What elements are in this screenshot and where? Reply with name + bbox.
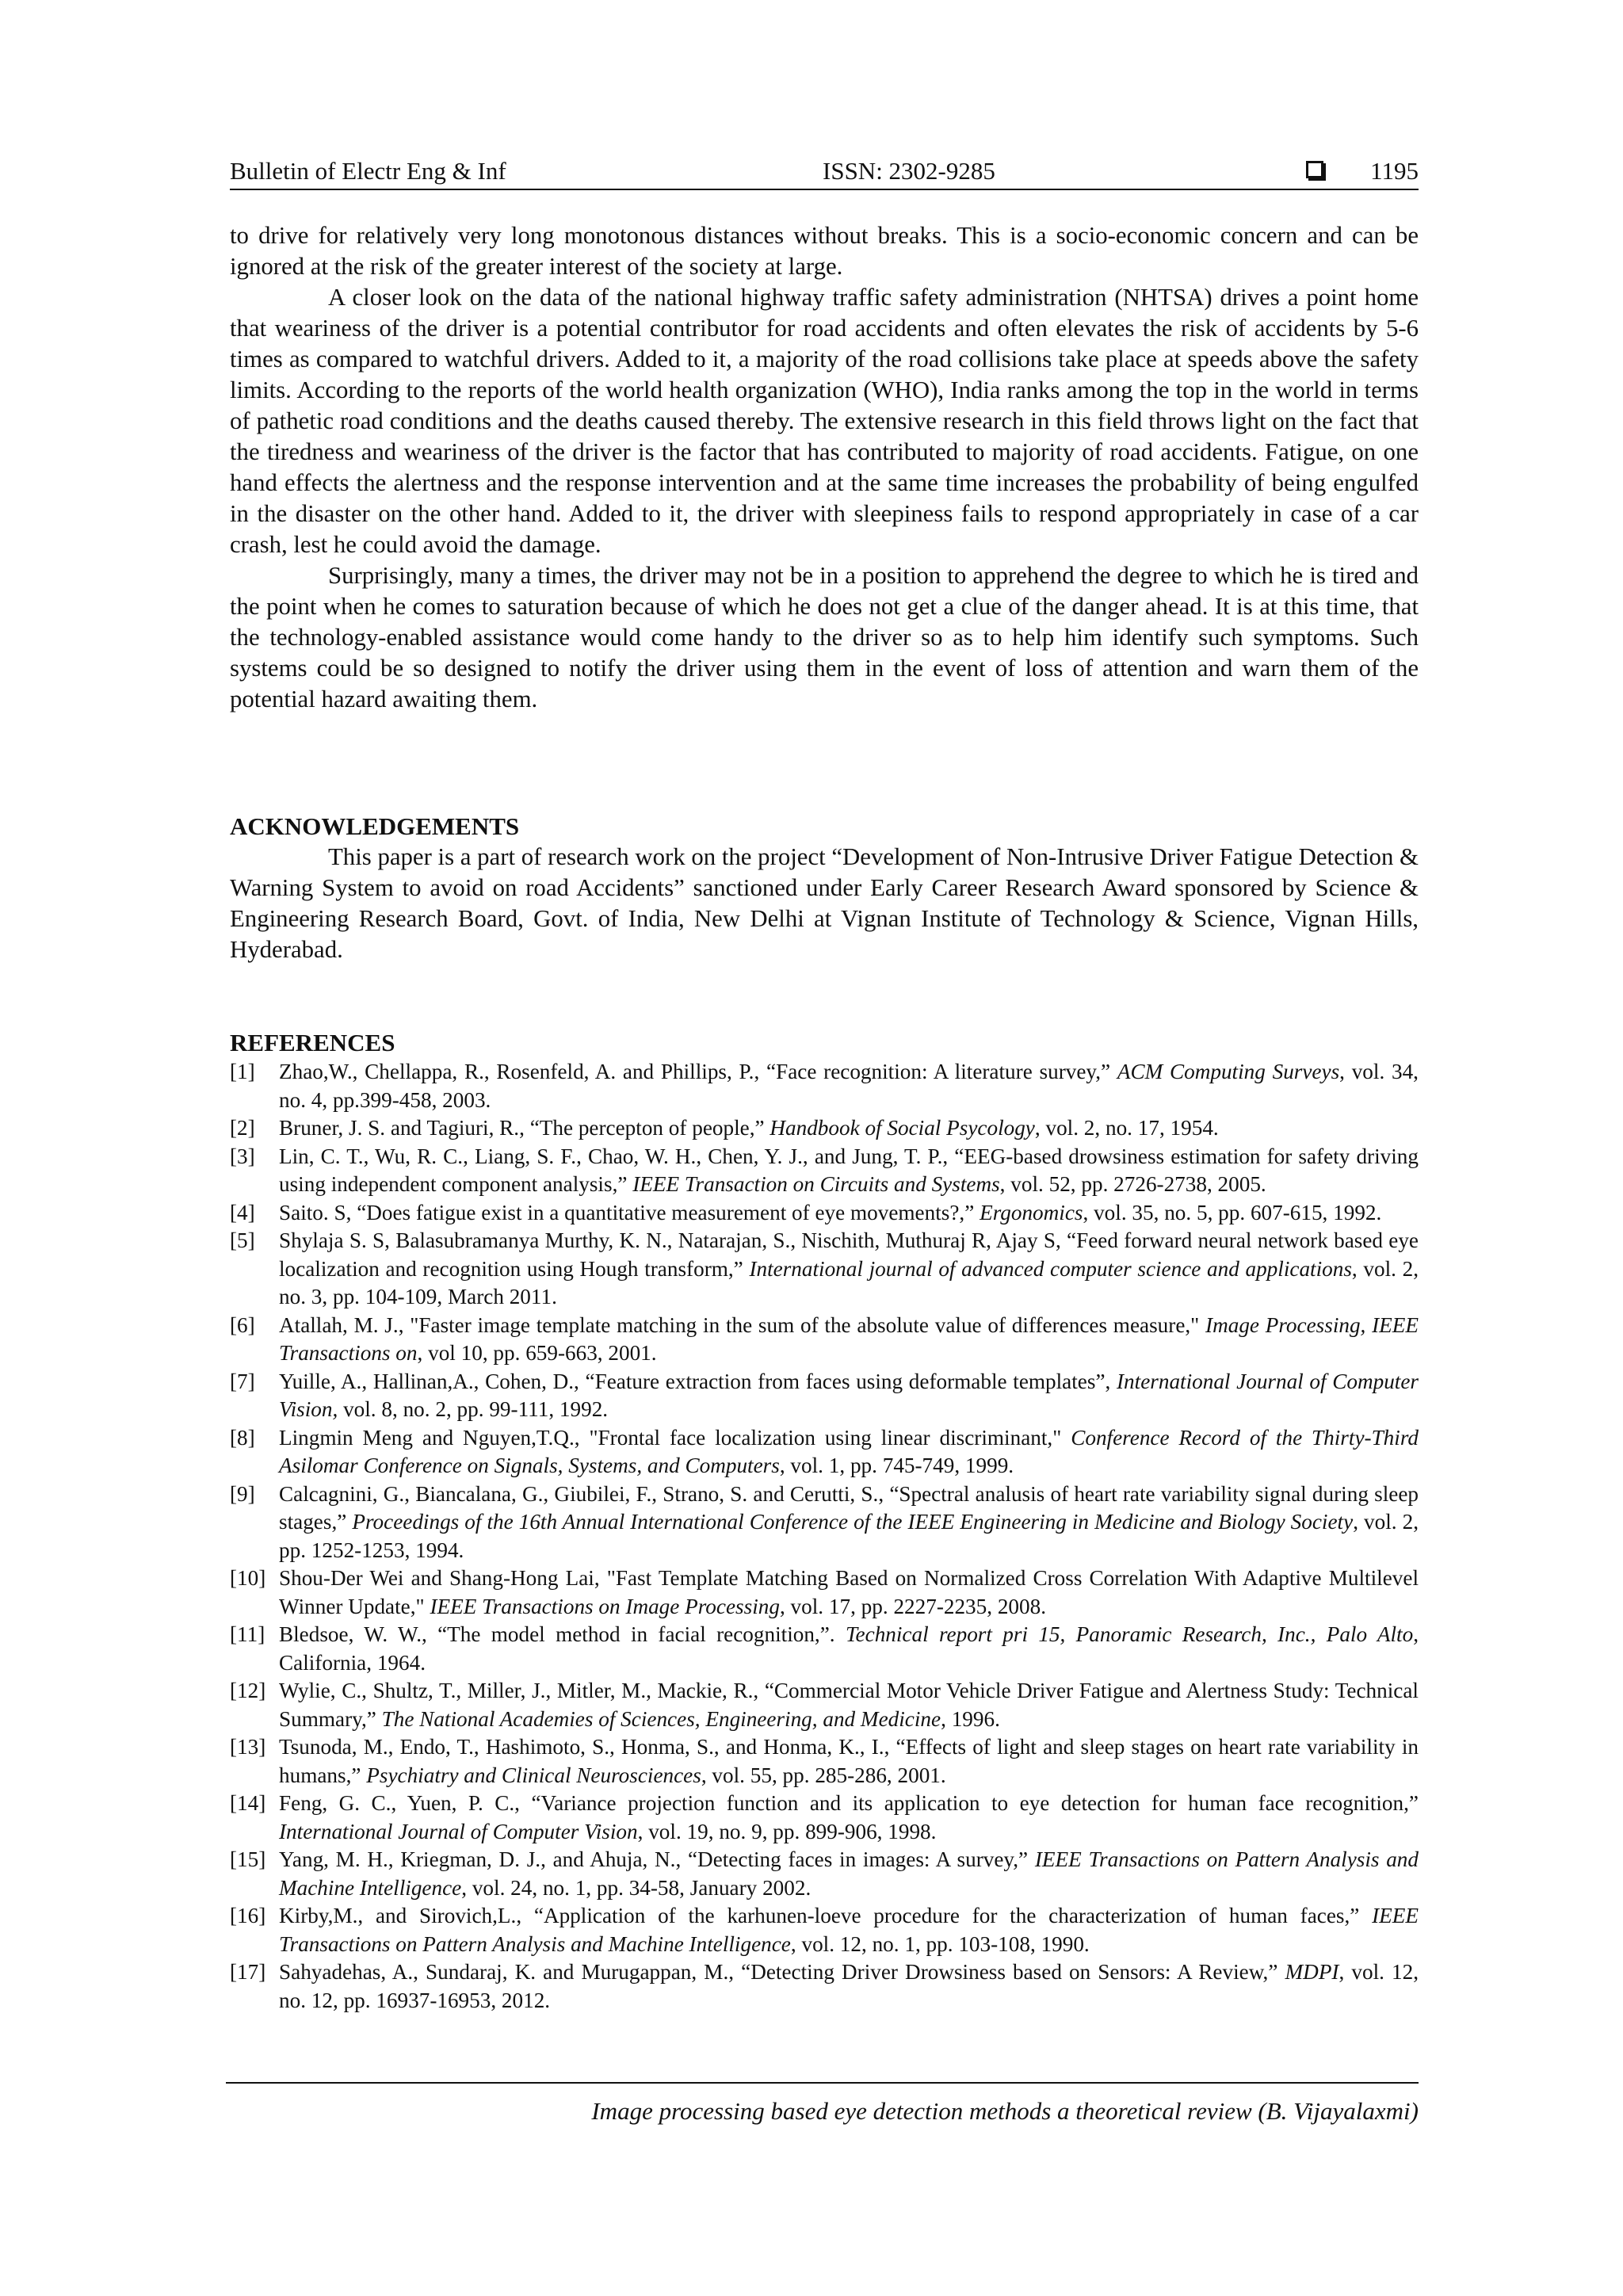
reference-details: , vol. 12, no. 12, pp. 16937-16953, 2012. [279, 1960, 1419, 2012]
reference-authors-title: Kirby,M., and Sirovich,L., “Application of the karhunen-loeve procedure for the characterization of human faces,” [279, 1904, 1373, 1927]
reference-number: [1] [230, 1060, 255, 1083]
reference-item [230, 1902, 1419, 1958]
reference-number: [17] [230, 1960, 266, 1984]
reference-details: , California, 1964. [279, 1622, 1419, 1675]
reference-item [230, 1424, 1419, 1480]
reference-details: , vol. 19, no. 9, pp. 899-906, 1998. [637, 1819, 937, 1843]
acknowledgements-section [230, 811, 1419, 965]
reference-details: , vol. 52, pp. 2726-2738, 2005. [999, 1172, 1266, 1196]
reference-authors-title: Sahyadehas, A., Sundaraj, K. and Murugappan, M., “Detecting Driver Drowsiness based on Sensors: A Review,” [279, 1960, 1285, 1984]
reference-details: , vol. 34, no. 4, pp.399-458, 2003. [279, 1060, 1419, 1112]
reference-number: [3] [230, 1144, 255, 1168]
reference-authors-title: Yang, M. H., Kriegman, D. J., and Ahuja, N., “Detecting faces in images: A survey,” [279, 1847, 1035, 1871]
reference-venue: ACM Computing Surveys [1117, 1060, 1340, 1083]
reference-item [230, 1790, 1419, 1846]
reference-authors-title: Tsunoda, M., Endo, T., Hashimoto, S., Honma, S., and Honma, K., I., “Effects of light and sleep stages on heart rate variability in humans,” [279, 1735, 1419, 1787]
reference-authors-title: Yuille, A., Hallinan,A., Cohen, D., “Feature extraction from faces using deformable templates”, [279, 1369, 1117, 1393]
reference-venue: IEEE Transaction on Circuits and Systems [632, 1172, 1000, 1196]
reference-venue: Psychiatry and Clinical Neurosciences [366, 1763, 701, 1787]
reference-details: , vol. 2, no. 17, 1954. [1034, 1116, 1219, 1140]
reference-authors-title: Calcagnini, G., Biancalana, G., Giubilei, F., Strano, S. and Cerutti, S., “Spectral analusis of heart rate variability signal during sleep stages,” [279, 1481, 1419, 1534]
reference-item [230, 1199, 1419, 1228]
reference-venue: IEEE Transactions on Image Processing [430, 1594, 780, 1618]
reference-item [230, 1621, 1419, 1677]
reference-venue: The National Academies of Sciences, Engineering, and Medicine [381, 1706, 941, 1731]
issn: ISSN: 2302-9285 [823, 157, 995, 185]
header-rule [230, 189, 1419, 190]
reference-number: [11] [230, 1622, 265, 1646]
reference-authors-title: Lin, C. T., Wu, R. C., Liang, S. F., Chao, W. H., Chen, Y. J., and Jung, T. P., “EEG-based drowsiness estimation for safety driving using independent component analysis,” [279, 1144, 1419, 1196]
reference-item [230, 1143, 1419, 1199]
reference-list [230, 1058, 1419, 2015]
references-section [230, 1027, 1419, 2015]
reference-details: , vol. 24, no. 1, pp. 34-58, January 2002. [461, 1875, 812, 1900]
reference-authors-title: Bruner, J. S. and Tagiuri, R., “The percepton of people,” [279, 1116, 770, 1140]
reference-item [230, 1564, 1419, 1621]
reference-details: vol. 8, no. 2, pp. 99-111, 1992. [338, 1397, 609, 1421]
reference-venue: Technical report pri 15, Panoramic Research, Inc., Palo Alto [845, 1622, 1414, 1646]
reference-details: , vol. 55, pp. 285-286, 2001. [701, 1763, 946, 1787]
reference-authors-title: Atallah, M. J., "Faster image template matching in the sum of the absolute value of differences measure," [279, 1312, 1206, 1337]
reference-item [230, 1114, 1419, 1143]
reference-number: [2] [230, 1116, 255, 1140]
reference-venue: MDPI [1285, 1960, 1339, 1984]
reference-number: [10] [230, 1566, 266, 1590]
reference-details: , vol. 1, pp. 745-749, 1999. [779, 1454, 1014, 1477]
reference-authors-title: Bledsoe, W. W., “The model method in facial recognition,”. [279, 1622, 846, 1646]
references-heading: REFERENCES [230, 1029, 395, 1056]
reference-details: , vol. 12, no. 1, pp. 103-108, 1990. [790, 1931, 1090, 1956]
reference-item [230, 1368, 1419, 1424]
journal-name: Bulletin of Electr Eng & Inf [230, 157, 506, 185]
reference-number: [4] [230, 1200, 255, 1224]
reference-venue: IEEE Transactions on Pattern Analysis and Machine Intelligence [279, 1904, 1419, 1956]
reference-number: [16] [230, 1904, 266, 1927]
reference-authors-title: Lingmin Meng and Nguyen,T.Q., "Frontal face localization using linear discriminant," [279, 1425, 1071, 1450]
reference-number: [5] [230, 1228, 255, 1252]
reference-authors-title: Wylie, C., Shultz, T., Miller, J., Mitler, M., Mackie, R., “Commercial Motor Vehicle Driver Fatigue and Alertness Study: Technical Summary,” [279, 1679, 1419, 1731]
reference-authors-title: Shou-Der Wei and Shang-Hong Lai, "Fast Template Matching Based on Normalized Cross Correlation With Adaptive Multilevel Winner Update," [279, 1566, 1419, 1618]
reference-venue: IEEE Transactions on Pattern Analysis and Machine Intelligence [279, 1847, 1419, 1900]
acknowledgements-text: This paper is a part of research work on the project “Development of Non-Intrusive Driver Fatigue Detection & Warning System to avoid on road Accidents” sanctioned under Early Career Research Award sponsored by Science & Engineering Research Board, Govt. of India, New Delhi at Vignan Institute of Technology & Science, Vignan Hills, Hyderabad. [230, 843, 1419, 963]
body-text [230, 220, 1419, 715]
reference-details: , 1996. [941, 1706, 1000, 1731]
reference-authors-title: Saito. S, “Does fatigue exist in a quantitative measurement of eye movements?,” [279, 1200, 980, 1224]
reference-details: , vol 10, pp. 659-663, 2001. [417, 1341, 657, 1365]
reference-venue: International Journal of Computer Vision, [279, 1369, 1419, 1421]
reference-item [230, 1312, 1419, 1368]
reference-item [230, 1733, 1419, 1790]
paragraph: A closer look on the data of the national highway traffic safety administration (NHTSA) drives a point home that weariness of the driver is a potential contributor for road accidents and often elevates the risk of accidents by 5-6 times as compared to watchful drivers. Added to it, a majority of the road collisions take place at speeds above the safety limits. According to the reports of the world health organization (WHO), India ranks among the top in the world in terms of pathetic road conditions and the deaths caused thereby. The extensive research in this field throws light on the fact that the tiredness and weariness of the driver is the factor that has contributed to majority of road accidents. Fatigue, on one hand effects the alertness and the response intervention and at the same time increases the probability of being engulfed in the disaster on the other hand. Added to it, the driver with sleepiness fails to respond appropriately in case of a car crash, lest he could avoid the damage. [230, 284, 1419, 558]
reference-item [230, 1846, 1419, 1902]
square-box-icon [1306, 161, 1323, 178]
reference-number: [6] [230, 1312, 255, 1337]
reference-number: [8] [230, 1425, 255, 1450]
footer-rule [226, 2082, 1419, 2084]
reference-item [230, 1677, 1419, 1733]
running-header [230, 155, 1419, 188]
reference-venue: Image Processing, IEEE Transactions on [279, 1312, 1419, 1365]
reference-venue: Handbook of Social Psycology [769, 1116, 1035, 1140]
reference-number: [9] [230, 1481, 255, 1506]
reference-number: [15] [230, 1847, 266, 1871]
reference-authors-title: Shylaja S. S, Balasubramanya Murthy, K. N., Natarajan, S., Nischith, Muthuraj R, Ajay S, “Feed forward neural network based eye localization and recognition using Hough transform,” [279, 1228, 1419, 1281]
paragraph: Surprisingly, many a times, the driver may not be in a position to apprehend the degree to which he is tired and the point when he comes to saturation because of which he does not get a clue of the danger ahead. It is at this time, that the technology-enabled assistance would come handy to the driver so as to help him identify such symptoms. Such systems could be so designed to notify the driver using them in the event of loss of attention and warn them of the potential hazard awaiting them. [230, 562, 1419, 712]
reference-venue: Conference Record of the Thirty-Third Asilomar Conference on Signals, Systems, and Computers [279, 1425, 1419, 1477]
reference-venue: International journal of advanced computer science and applications [749, 1256, 1352, 1281]
reference-number: [13] [230, 1735, 266, 1759]
reference-details: , vol. 2, pp. 1252-1253, 1994. [279, 1510, 1419, 1562]
reference-number: [7] [230, 1369, 255, 1393]
reference-venue: International Journal of Computer Vision [279, 1819, 638, 1843]
running-footer: Image processing based eye detection methods a theoretical review (B. Vijayalaxmi) [591, 2097, 1419, 2125]
paragraph: to drive for relatively very long monotonous distances without breaks. This is a socio-economic concern and can be ignored at the risk of the greater interest of the society at large. [230, 222, 1419, 280]
reference-authors-title: Feng, G. C., Yuen, P. C., “Variance projection function and its application to eye detection for human face recognition,” [279, 1791, 1419, 1815]
reference-number: [14] [230, 1791, 266, 1815]
reference-venue: Proceedings of the 16th Annual International Conference of the IEEE Engineering in Medicine and Biology Society [352, 1510, 1354, 1534]
reference-item [230, 1958, 1419, 2015]
acknowledgements-heading: ACKNOWLEDGEMENTS [230, 812, 520, 840]
reference-details: , vol. 2, no. 3, pp. 104-109, March 2011. [279, 1256, 1419, 1308]
reference-number: [12] [230, 1679, 266, 1702]
reference-authors-title: Zhao,W., Chellappa, R., Rosenfeld, A. and Phillips, P., “Face recognition: A literature survey,” [279, 1060, 1117, 1083]
page-number: 1195 [1370, 157, 1419, 185]
reference-item [230, 1480, 1419, 1565]
reference-item [230, 1227, 1419, 1312]
reference-details: , vol. 35, no. 5, pp. 607-615, 1992. [1083, 1200, 1382, 1224]
reference-venue: Ergonomics [980, 1200, 1083, 1224]
reference-item [230, 1058, 1419, 1114]
reference-details: , vol. 17, pp. 2227-2235, 2008. [779, 1594, 1047, 1618]
